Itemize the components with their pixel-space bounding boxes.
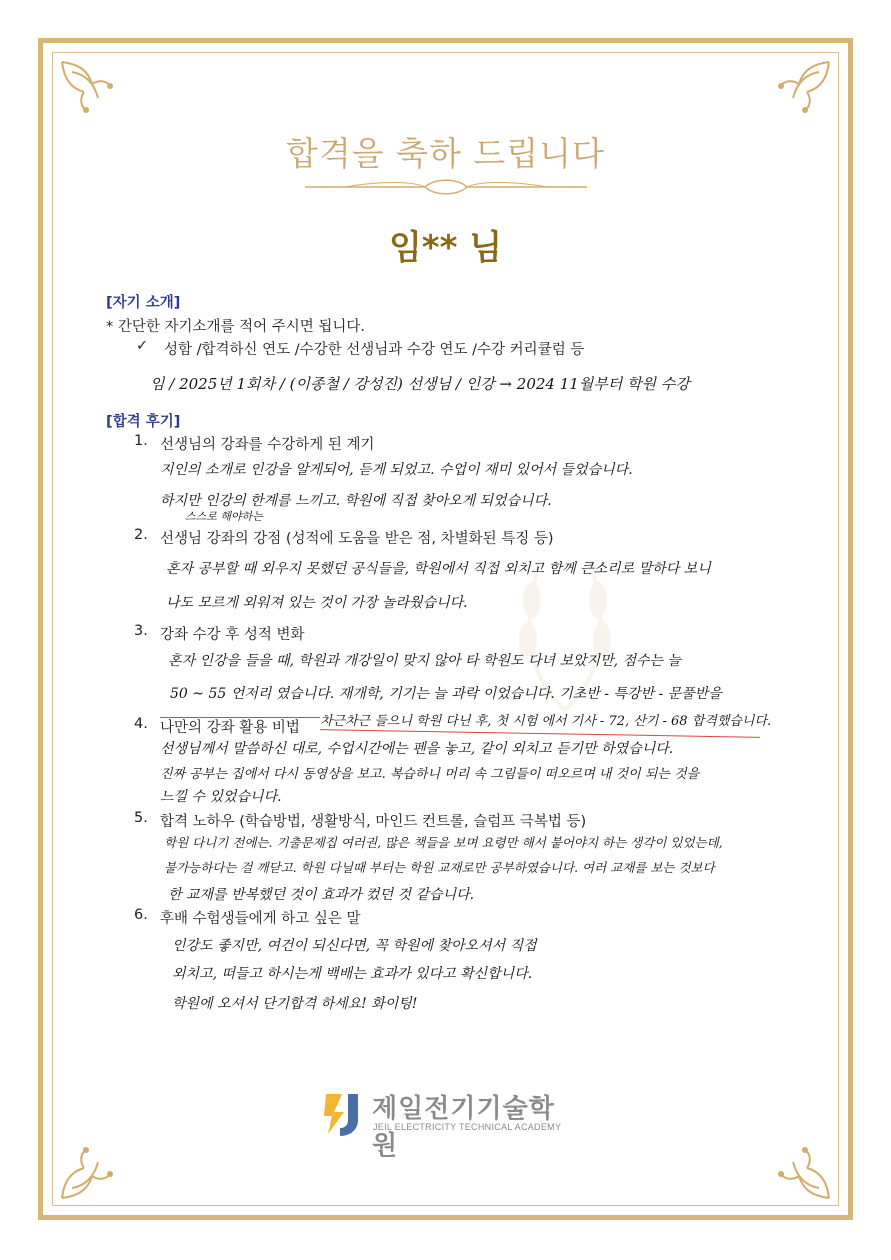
question-label: 강좌 수강 후 성적 변화 (160, 627, 305, 643)
question-number: 1. (134, 433, 148, 449)
answer-line: 지인의 소개로 인강을 알게되어, 듣게 되었고. 수업이 재미 있어서 들었습니다. (160, 462, 633, 478)
answer-line: 나도 모르게 외워져 있는 것이 가장 놀라웠습니다. (166, 595, 468, 611)
ornamental-divider (305, 176, 587, 198)
question-label: 나만의 강좌 활용 비법 (160, 720, 300, 736)
answer-line: 차근차근 들으니 학원 다닌 후, 첫 시험 에서 기사 - 72, 산기 - 68 합격했습니다. (320, 714, 772, 729)
question-number: 3. (134, 623, 148, 639)
answer-insertion: 스스로 해야하는 (185, 510, 263, 523)
question-number: 5. (134, 810, 148, 826)
intro-heading: [자기 소개] (106, 295, 181, 311)
lightning-logo-icon (320, 1090, 364, 1138)
answer-line: 한 교재를 반복했던 것이 효과가 컸던 것 같습니다. (168, 887, 475, 903)
recipient-name: 임** 님 (388, 228, 503, 268)
answer-line: 진짜 공부는 집에서 다시 동영상을 보고. 복습하니 머리 속 그림들이 떠오르며 내 것이 되는 것을 (160, 767, 700, 782)
corner-ornament-bottom-right (761, 1130, 833, 1202)
question-number: 4. (134, 716, 148, 732)
answer-line: 인강도 좋지만, 여건이 되신다면, 꼭 학원에 찾아오셔서 직접 (172, 938, 537, 954)
answer-line: 느낄 수 있었습니다. (160, 789, 282, 805)
answer-line: 50 ~ 55 언저리 였습니다. 재개학, 기기는 늘 과락 이었습니다. 기초반 - 특강반 - 문풀반을 (170, 686, 722, 702)
question-number: 2. (134, 527, 148, 543)
answer-line: 혼자 공부할 때 외우지 못했던 공식들을, 학원에서 직접 외치고 함께 큰소리로 말하다 보니 (166, 561, 711, 577)
answer-line: 하지만 인강의 한계를 느끼고. 학원에 직접 찾아오게 되었습니다. (160, 493, 552, 509)
question-label: 선생님 강좌의 강점 (성적에 도움을 받은 점, 차별화된 특징 등) (160, 531, 554, 547)
check-mark-icon: ✓ (136, 338, 149, 354)
corner-ornament-top-right (761, 58, 833, 130)
question-number: 6. (134, 907, 148, 923)
answer-line: 혼자 인강을 들을 때, 학원과 개강일이 맞지 않아 타 학원도 다녀 보았지만, 점수는 늘 (168, 653, 682, 669)
question-label: 합격 노하우 (학습방법, 생활방식, 마인드 컨트롤, 슬럼프 극복법 등) (160, 814, 587, 830)
academy-logo (320, 1088, 580, 1160)
answer-line: 불가능하다는 걸 깨닫고. 학원 다닐때 부터는 학원 교재로만 공부하였습니다. 여러 교재를 보는 것보다 (164, 860, 715, 875)
page-title: 합격을 축하 드립니다 (286, 134, 605, 173)
intro-instruction: * 간단한 자기소개를 적어 주시면 됩니다. (106, 319, 366, 335)
corner-ornament-bottom-left (58, 1130, 130, 1202)
question-label: 선생님의 강좌를 수강하게 된 계기 (160, 437, 375, 453)
answer-line: 선생님께서 말씀하신 대로, 수업시간에는 펜을 놓고, 같이 외치고 듣기만 하였습니다. (160, 741, 674, 757)
intro-fields: 성함 /합격하신 연도 /수강한 선생님과 수강 연도 /수강 커리큘럼 등 (164, 342, 585, 358)
answer-line: 외치고, 떠들고 하시는게 백배는 효과가 있다고 확신합니다. (172, 966, 533, 982)
review-heading: [합격 후기] (106, 414, 181, 430)
answer-line: 학원에 오셔서 단기합격 하세요! 화이팅! (172, 996, 418, 1012)
corner-ornament-top-left (58, 58, 130, 130)
answer-line: 학원 다니기 전에는. 기출문제집 여러권, 많은 책들을 보며 요령만 해서 붙어야지 하는 생각이 있었는데, (164, 835, 723, 850)
academy-name: 제일전기기술학원 (372, 1093, 555, 1160)
question-label: 후배 수험생들에게 하고 싶은 말 (160, 911, 361, 927)
academy-english-name: JEIL ELECTRICITY TECHNICAL ACADEMY (373, 1122, 562, 1132)
intro-handwritten-answer: 임 / 2025년 1회차 / (이종철 / 강성진) 선생님 / 인강 → 2024 11월부터 학원 수강 (150, 375, 690, 393)
